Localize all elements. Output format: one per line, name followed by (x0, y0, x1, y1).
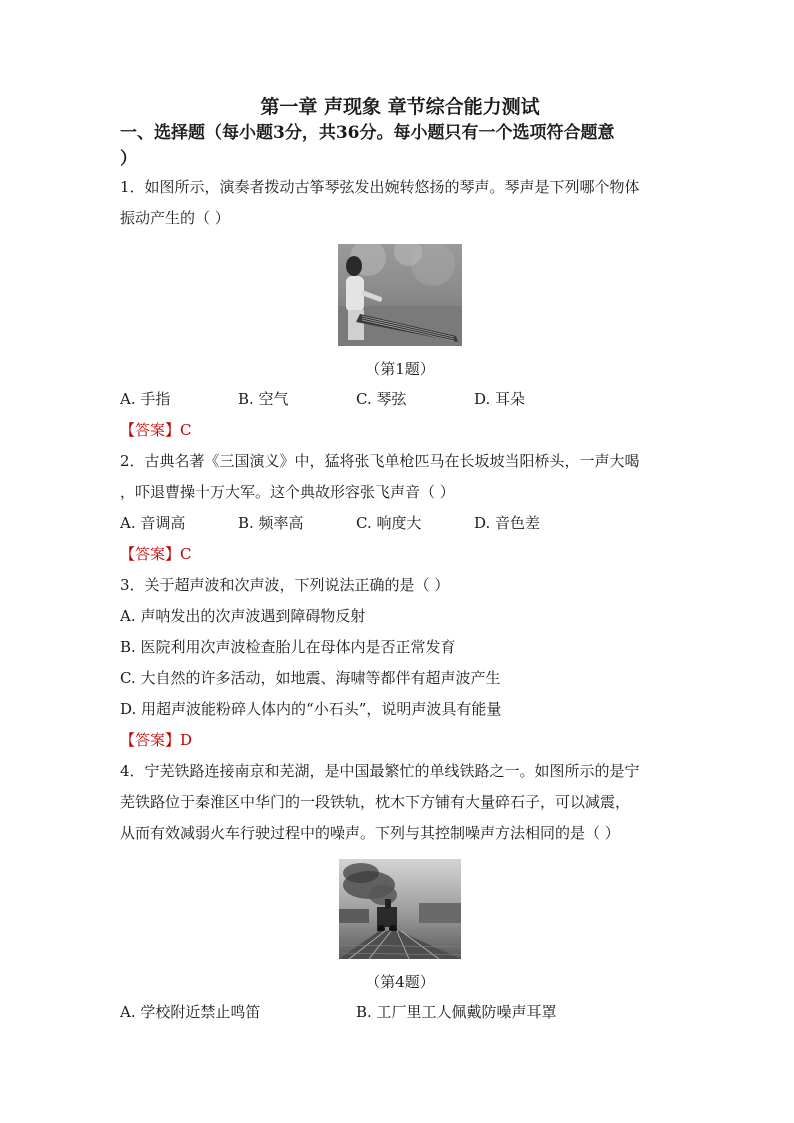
question-2 (120, 446, 680, 570)
question-1-option-a: A. 手指 (120, 390, 171, 408)
question-1-option-d: D. 耳朵 (474, 390, 526, 408)
question-1-option-c: C. 琴弦 (356, 390, 407, 408)
answer-value: C (180, 545, 192, 563)
question-4-options (120, 997, 680, 1028)
question-4-figure (120, 849, 680, 997)
question-4 (120, 756, 680, 1028)
question-4-line-2: 芜铁路位于秦淮区中华门的一段铁轨，枕木下方铺有大量碎石子，可以减震， (120, 793, 631, 811)
answer-tag: 【答案】 (120, 421, 181, 439)
section-heading-line-2: ） (120, 149, 137, 169)
question-1-figure (120, 234, 680, 384)
page-title: 第一章 声现象 章节综合能力测试 (260, 96, 540, 118)
question-3 (120, 570, 680, 756)
section-heading-line-1: 一、选择题（每小题3分，共36分。每小题只有一个选项符合题意 (120, 123, 615, 143)
question-1-line-1: 1．如图所示，演奏者拨动古筝琴弦发出婉转悠扬的琴声。琴声是下列哪个物体 (120, 178, 640, 196)
section-heading (120, 120, 680, 172)
question-1-line-2: 振动产生的（ ） (120, 209, 230, 227)
question-1-option-b: B. 空气 (238, 390, 289, 408)
question-3-line-1: 3．关于超声波和次声波，下列说法正确的是（ ） (120, 576, 450, 594)
question-4-caption: （第4题） (365, 973, 435, 991)
question-2-answer (120, 539, 680, 570)
question-1-answer (120, 415, 680, 446)
question-2-option-d: D. 音色差 (474, 514, 541, 532)
steam-train-photo-icon (339, 859, 461, 959)
question-2-option-a: A. 音调高 (120, 514, 186, 532)
guzheng-player-photo-icon (338, 244, 462, 346)
answer-value: D (180, 731, 193, 749)
answer-value: C (180, 421, 192, 439)
answer-tag: 【答案】 (120, 545, 181, 563)
question-3-option-d: D. 用超声波能粉碎人体内的“小石头”，说明声波具有能量 (120, 700, 502, 718)
question-2-options (120, 508, 680, 539)
document-page (120, 94, 680, 1028)
question-3-option-c: C. 大自然的许多活动，如地震、海啸等都伴有超声波产生 (120, 669, 501, 687)
question-2-option-b: B. 频率高 (238, 514, 304, 532)
question-3-option-a: A. 声呐发出的次声波遇到障碍物反射 (120, 607, 366, 625)
question-2-line-2: ，吓退曹操十万大军。这个典故形容张飞声音（ ） (120, 483, 455, 501)
question-2-line-1: 2．古典名著《三国演义》中，猛将张飞单枪匹马在长坂坡当阳桥头，一声大喝 (120, 452, 640, 470)
question-3-option-b: B. 医院利用次声波检查胎儿在母体内是否正常发育 (120, 638, 456, 656)
question-4-line-3: 从而有效减弱火车行驶过程中的噪声。下列与其控制噪声方法相同的是（ ） (120, 824, 620, 842)
question-3-answer (120, 725, 680, 756)
question-1-options (120, 384, 680, 415)
question-4-line-1: 4．宁芜铁路连接南京和芜湖，是中国最繁忙的单线铁路之一。如图所示的是宁 (120, 762, 640, 780)
question-4-option-a: A. 学校附近禁止鸣笛 (120, 1003, 261, 1021)
question-2-option-c: C. 响度大 (356, 514, 422, 532)
question-1-caption: （第1题） (365, 360, 435, 378)
question-1 (120, 172, 680, 446)
question-4-option-b: B. 工厂里工人佩戴防噪声耳罩 (356, 1003, 557, 1021)
answer-tag: 【答案】 (120, 731, 181, 749)
